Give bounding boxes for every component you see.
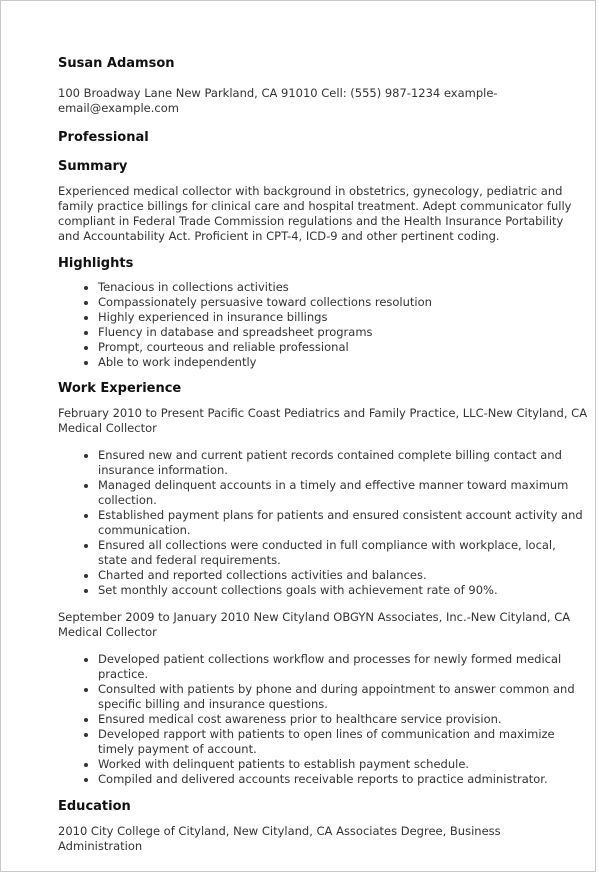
job-heading: February 2010 to Present Pacific Coast Pediatrics and Family Practice, LLC-New Cityland, CA Medical Collector [58,406,588,435]
section-title-work-experience: Work Experience [58,381,182,396]
highlight-item: • Highly experienced in insurance billings [98,310,588,325]
summary-text: Experienced medical collector with background in obstetrics, gynecology, pediatric and family practice billings for clinical care and hospital treatment. Adept communicator fully compliant in Federal Trade Commission regulations and the Health Insurance Portability and Accountability Act. Proficient in CPT-4, ICD-9 and other pertinent coding. [58,184,572,243]
highlight-item: • Prompt, courteous and reliable professional [98,340,588,355]
education-text: 2010 City College of Cityland, New Cityland, CA Associates Degree, Business Administration [58,824,501,853]
job-bullet: • Charted and reported collections activities and balances. [98,568,588,583]
job-bullet: • Developed rapport with patients to open lines of communication and maximize timely payment of account. [98,727,588,757]
job-bullet: • Consulted with patients by phone and during appointment to answer common and specific billing and insurance questions. [98,682,588,712]
resume-content [58,54,588,854]
contact-info: 100 Broadway Lane New Parkland, CA 91010 Cell: (555) 987-1234 example-email@example.com [58,86,498,115]
job-bullet: • Developed patient collections workflow and processes for newly formed medical practice. [98,652,588,682]
job-bullet: • Set monthly account collections goals with achievement rate of 90%. [98,583,588,598]
job-bullet: • Ensured new and current patient records contained complete billing contact and insurance information. [98,448,588,478]
candidate-name: Susan Adamson [58,56,175,71]
job-bullet: • Managed delinquent accounts in a timely and effective manner toward maximum collection. [98,478,588,508]
section-title-highlights: Highlights [58,256,134,271]
job-heading: September 2009 to January 2010 New Cityland OBGYN Associates, Inc.-New Cityland, CA Medical Collector [58,610,571,639]
job-bullet: • Established payment plans for patients and ensured consistent account activity and communication. [98,508,588,538]
highlight-item: • Compassionately persuasive toward collections resolution [98,295,588,310]
highlight-item: • Tenacious in collections activities [98,280,588,295]
highlights-list [58,280,588,370]
job-bullets [58,652,588,787]
job-bullet: • Ensured medical cost awareness prior to healthcare service provision. [98,712,588,727]
section-title-education: Education [58,799,131,814]
job-bullets [58,448,588,598]
section-title-professional: Professional [58,130,149,145]
job-bullet: • Worked with delinquent patients to establish payment schedule. [98,757,588,772]
job-bullet: • Ensured all collections were conducted in full compliance with workplace, local, state and federal requirements. [98,538,588,568]
highlight-item: • Able to work independently [98,355,588,370]
highlight-item: • Fluency in database and spreadsheet programs [98,325,588,340]
job-bullet: • Compiled and delivered accounts receivable reports to practice administrator. [98,772,588,787]
section-title-summary: Summary [58,159,128,174]
